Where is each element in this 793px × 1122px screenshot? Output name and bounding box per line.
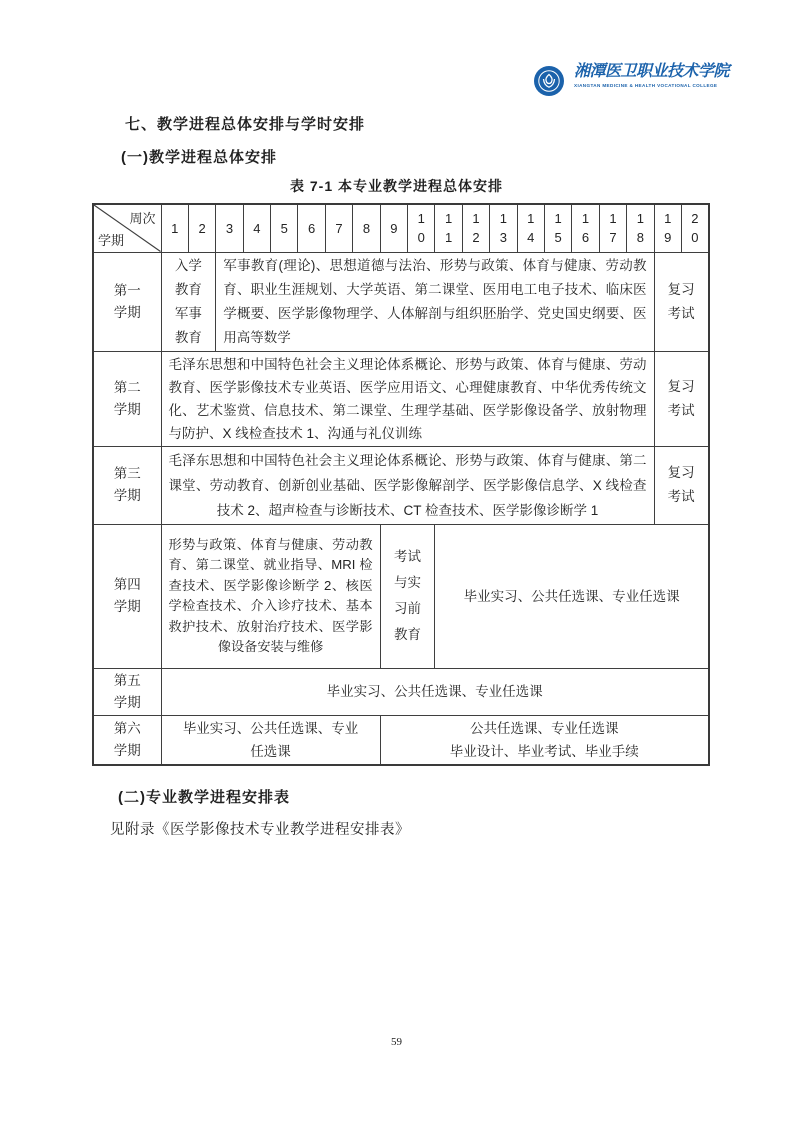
exam-cell: 复习考试 [654, 351, 709, 446]
week-col-header: 11 [435, 204, 462, 252]
courses-cell: 毛泽东思想和中国特色社会主义理论体系概论、形势与政策、体育与健康、第二课堂、劳动教育、创新创业基础、医学影像解剖学、医学影像信息学、X 线检查技术 2、超声检查与诊断技术、CT 检查技术、医学影像诊断学 1 [161, 446, 654, 524]
week-col-header: 14 [517, 204, 544, 252]
semester-label: 第五学期 [93, 668, 161, 715]
semester-2-row [93, 351, 709, 446]
semester-label: 第二学期 [93, 351, 161, 446]
practicum-cell: 毕业实习、公共任选课、专业任选课 [435, 524, 709, 668]
week-col-header: 13 [490, 204, 517, 252]
corner-header-cell [93, 204, 161, 252]
week-col-header: 18 [627, 204, 654, 252]
subsection-heading-1: (一)教学进程总体安排 [121, 149, 277, 166]
week-col-header: 5 [271, 204, 298, 252]
semester-3-row [93, 446, 709, 524]
semester-4-row [93, 524, 709, 668]
week-col-header: 4 [243, 204, 270, 252]
semester-label: 第六学期 [93, 715, 161, 765]
exam-cell: 复习考试 [654, 446, 709, 524]
week-col-header: 17 [599, 204, 626, 252]
appendix-note: 见附录《医学影像技术专业教学进程安排表》 [110, 822, 410, 838]
corner-label-week: 周次 [129, 211, 156, 226]
semester-5-row [93, 668, 709, 715]
college-name-block [574, 63, 729, 89]
practicum-left-cell: 毕业实习、公共任选课、专业任选课 [161, 715, 380, 765]
week-col-header: 12 [462, 204, 489, 252]
week-col-header: 7 [325, 204, 352, 252]
week-col-header: 2 [188, 204, 215, 252]
courses-cell: 毛泽东思想和中国特色社会主义理论体系概论、形势与政策、体育与健康、劳动教育、医学影像技术专业英语、医学应用语文、心理健康教育、中华优秀传统文化、艺术鉴赏、信息技术、第二课堂、生理学基础、医学影像设备学、放射物理与防护、X 线检查技术 1、沟通与礼仪训练 [161, 351, 654, 446]
semester-6-row [93, 715, 709, 765]
week-col-header: 9 [380, 204, 407, 252]
week-col-header: 3 [216, 204, 243, 252]
week-col-header: 16 [572, 204, 599, 252]
orientation-cell: 入学教育军事教育 [161, 252, 216, 351]
week-col-header: 19 [654, 204, 681, 252]
college-logo [534, 63, 729, 96]
week-col-header: 6 [298, 204, 325, 252]
teaching-schedule-table [92, 203, 710, 766]
week-col-header: 1 [161, 204, 188, 252]
table-header-row [93, 204, 709, 252]
semester-label: 第四学期 [93, 524, 161, 668]
week-col-header: 10 [408, 204, 435, 252]
college-name-cn: 湘潭医卫职业技术学院 [574, 63, 730, 80]
semester-1-row [93, 252, 709, 351]
practicum-cell: 毕业实习、公共任选课、专业任选课 [161, 668, 709, 715]
page-number: 59 [391, 1036, 402, 1048]
week-col-header: 20 [681, 204, 708, 252]
graduation-cell [380, 715, 709, 765]
table-title: 表 7-1 本专业教学进程总体安排 [289, 178, 503, 194]
graduation-line-1: 公共任选课、专业任选课 [469, 720, 619, 736]
exam-cell: 复习考试 [654, 252, 709, 351]
graduation-line-2: 毕业设计、毕业考试、毕业手续 [449, 743, 639, 759]
college-logo-icon [534, 66, 564, 96]
courses-cell: 军事教育(理论)、思想道德与法治、形势与政策、体育与健康、劳动教育、职业生涯规划、大学英语、第二课堂、医用电工电子技术、临床医学概要、医学影像物理学、人体解剖与组织胚胎学、党史国史纲要、医用高等数学 [216, 252, 654, 351]
week-col-header: 8 [353, 204, 380, 252]
week-col-header: 15 [544, 204, 571, 252]
subsection-heading-2: (二)专业教学进程安排表 [118, 789, 290, 806]
pre-practicum-cell: 考试与实习前教育 [380, 524, 435, 668]
semester-label: 第一学期 [93, 252, 161, 351]
section-heading: 七、教学进程总体安排与学时安排 [125, 116, 366, 133]
college-name-en: XIANGTAN MEDICINE & HEALTH VOCATIONAL COLLEGE [574, 83, 718, 88]
semester-label: 第三学期 [93, 446, 161, 524]
courses-cell: 形势与政策、体育与健康、劳动教育、第二课堂、就业指导、MRI 检查技术、医学影像诊断学 2、核医学检查技术、介入诊疗技术、基本救护技术、放射治疗技术、医学影像设备安装与维修 [161, 524, 380, 668]
corner-label-semester: 学期 [98, 232, 125, 248]
